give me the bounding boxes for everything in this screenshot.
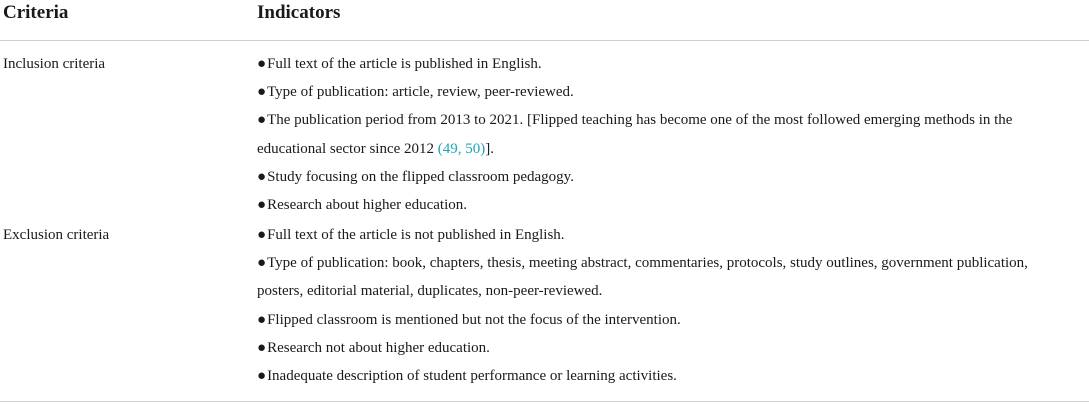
indicator-item [257,306,1067,334]
indicator-item [257,221,1067,249]
table-bottom-rule [0,401,1089,402]
bullet-icon: ● [257,368,267,385]
indicator-text: Full text of the article is published in English. [267,56,542,72]
criteria-label-exclusion: Exclusion criteria [3,227,110,243]
indicator-text: Study focusing on the flipped classroom pedagogy. [267,168,574,185]
indicator-text: Flipped classroom is mentioned but not the focus of the intervention. [267,311,681,328]
bullet-icon: ● [257,255,267,272]
indicator-item [257,191,1067,219]
bullet-icon: ● [257,339,267,356]
bullet-icon: ● [257,227,267,243]
indicator-item [257,362,1067,390]
bullet-icon: ● [257,112,267,129]
indicator-item [257,334,1067,362]
bullet-icon: ● [257,311,267,328]
bullet-icon: ● [257,56,267,72]
indicator-list-exclusion [257,221,1067,390]
bullet-icon: ● [257,84,267,101]
bullet-icon: ● [257,197,267,214]
indicator-item [257,50,1067,78]
indicator-text: Research about higher education. [267,197,467,214]
indicator-text: Research not about higher education. [267,339,490,356]
reference-link[interactable]: (49, 50) [437,140,486,157]
indicator-item [257,163,1067,191]
indicator-item [257,249,1067,305]
header-criteria: Criteria [3,2,69,23]
header-indicators: Indicators [257,2,341,23]
indicator-text: Type of publication: book, chapters, thesis, meeting abstract, commentaries, protocols, study outlines, government publication, posters, editorial material, duplicates, non-peer-reviewed. [257,255,1028,300]
bullet-icon: ● [257,168,267,185]
indicator-text: Type of publication: article, review, peer-reviewed. [267,84,574,101]
criteria-label-inclusion: Inclusion criteria [3,56,106,72]
indicator-item [257,106,1067,162]
indicator-list-inclusion [257,50,1067,219]
indicator-item [257,78,1067,106]
indicator-text: Inadequate description of student performance or learning activities. [267,368,677,385]
indicator-text: The publication period from 2013 to 2021. [Flipped teaching has become one of the most followed emerging methods in the educational sector since 2012 [257,112,1013,157]
indicator-text: Full text of the article is not published in English. [267,227,565,243]
indicator-text-tail: ]. [485,140,495,157]
table-header [0,0,1089,41]
